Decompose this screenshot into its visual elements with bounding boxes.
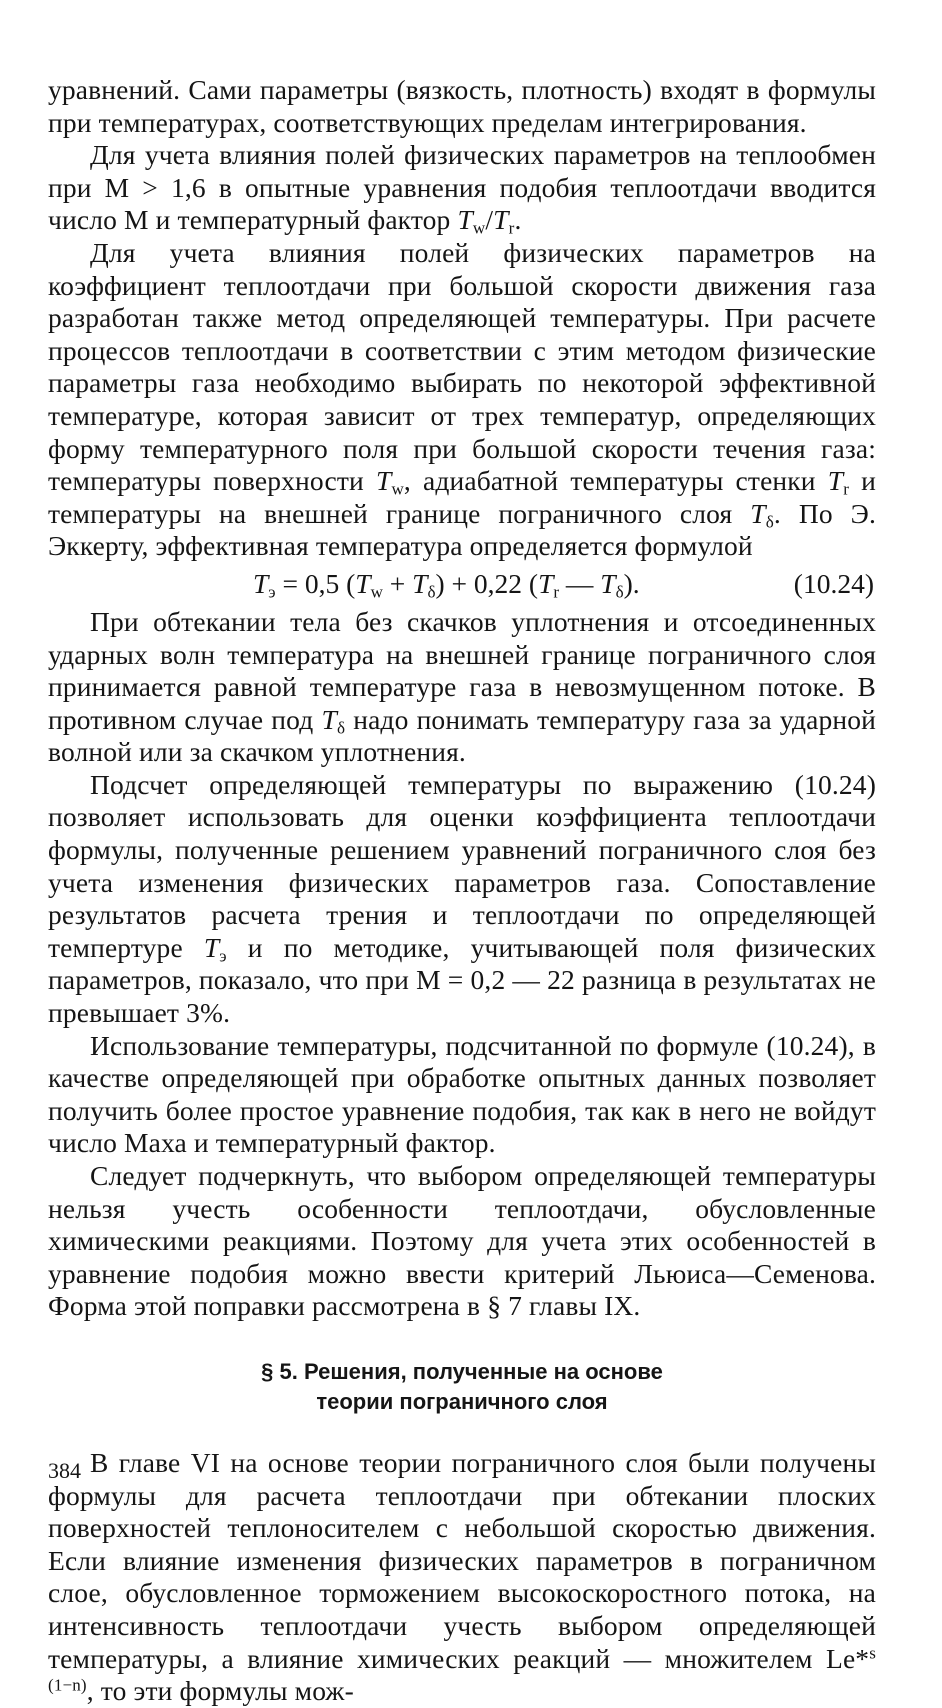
section-heading-line-2: теории пограничного слоя: [316, 1388, 608, 1414]
page-body: [48, 74, 876, 1708]
formula-expression: $T_э = 0,5$ $(T_w + T_\delta) + 0,22$ ($T_r$ — $T_\delta$).: [253, 567, 640, 602]
paragraph-1: уравнений. Сами параметры (вязкость, плотность) входят в формулы при температурах, соответствующих пределам интегрирования.: [48, 74, 876, 138]
paragraph-7: Следует подчеркнуть, что выбором определяющей температуры нельзя учесть особенности теплоотдачи, обусловленные химическими реакциями. Поэтому для учета этих особенностей в уравнение подобия можно ввести критерий Льюиса—Семенова. Форма этой поправки рассмотрена в § 7 главы IX.: [48, 1160, 876, 1322]
section-heading: [48, 1357, 876, 1417]
paragraph-5: Подсчет определяющей температуры по выражению (10.24) позволяет использовать для оценки коэффициента теплоотдачи формулы, полученные решением уравнений пограничного слоя без учета изменения физических параметров газа. Сопоставление результатов расчета трения и теплоотдачи по определяющей темпертуре $T_э$ и по методике, учитывающей поля физических параметров, показало, что при М = 0,2 — 22 разница в результатах не превышает 3%.: [48, 768, 876, 1029]
formula-number: (10.24): [793, 567, 874, 599]
paragraph-8: В главе VI на основе теории пограничного слоя были получены формулы для расчета теплоотдачи при обтекании плоских поверхностей теплоносителем с небольшой скоростью движения. Если влияние изменения физических параметров в пограничном слое, обусловленное торможением высокоскоростного потока, на интенсивность теплоотдачи учесть выбором определяющей температуры, а влияние химических реакций — множителем Le*$^{s (1-n)}$, то эти формулы мож-: [48, 1446, 876, 1707]
paragraph-3: Для учета влияния полей физических параметров на коэффициент теплоотдачи при большой скорости движения газа разработан также метод определяющей температуры. При расчете процессов теплоотдачи в соответствии с этим методом физические параметры газа необходимо выбирать по некоторой эффективной температуре, которая зависит от трех температур, определяющих форму температурного поля при большой скорости течения газа: температуры поверхности $T_w$, адиабатной температуры стенки $T_r$ и температуры на внешней границе пограничного слоя $T_\delta$. По Э. Эккерту, эффективная температура определяется формулой: [48, 236, 876, 562]
formula-10-24: [48, 567, 876, 600]
page-number: 384: [48, 1458, 81, 1483]
section-heading-line-1: § 5. Решения, полученные на основе: [261, 1358, 663, 1384]
paragraph-4: При обтекании тела без скачков уплотнения и отсоединенных ударных волн температура на внешней границе пограничного слоя принимается равной температуре газа в невозмущенном потоке. В противном случае под $T_\delta$ надо понимать температуру газа за ударной волной или за скачком уплотнения.: [48, 605, 876, 768]
paragraph-6: Использование температуры, подсчитанной по формуле (10.24), в качестве определяющей при обработке опытных данных позволяет получить более простое уравнение подобия, так как в него не войдут число Маха и температурный фактор.: [48, 1029, 876, 1159]
paragraph-2: Для учета влияния полей физических параметров на теплообмен при М > 1,6 в опытные уравнения подобия теплоотдачи вводится число М и температурный фактор $T_w/T_r$.: [48, 139, 876, 238]
